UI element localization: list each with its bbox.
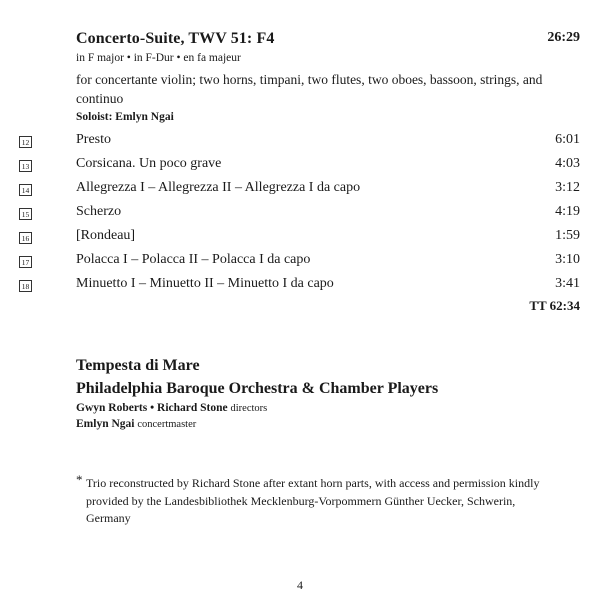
- track-number-box: 13: [19, 160, 32, 172]
- track-title: Minuetto I – Minuetto II – Minuetto I da capo: [76, 276, 334, 291]
- track-row: [0, 228, 600, 250]
- track-time: 4:19: [555, 204, 580, 219]
- track-row: [0, 132, 600, 154]
- directors: [76, 402, 267, 414]
- page-number: 4: [297, 578, 303, 592]
- directors-role: directors: [230, 403, 268, 414]
- footnote-mark: *: [76, 472, 83, 487]
- track-title: Polacca I – Polacca II – Polacca I da capo: [76, 252, 311, 267]
- track-time: 6:01: [555, 132, 580, 147]
- track-time: 3:12: [555, 180, 580, 195]
- footnote-text: Trio reconstructed by Richard Stone after extant horn parts, with access and permission kindly provided by the Landesbibliothek Mecklenburg-Vorpommern Günther Uecker, Schwerin, Germany: [86, 476, 540, 525]
- concertmaster-role: concertmaster: [137, 419, 197, 430]
- track-number-box: 16: [19, 232, 32, 244]
- concertmaster-name: Emlyn Ngai: [76, 418, 135, 430]
- track-row: [0, 156, 600, 178]
- total-time: TT 62:34: [529, 298, 580, 313]
- ensemble-name-secondary: Philadelphia Baroque Orchestra & Chamber Players: [76, 380, 439, 397]
- track-time: 1:59: [555, 228, 580, 243]
- track-time: 4:03: [555, 156, 580, 171]
- work-duration: 26:29: [547, 30, 580, 45]
- track-number-box: 15: [19, 208, 32, 220]
- track-number-box: 18: [19, 280, 32, 292]
- track-title: Presto: [76, 132, 111, 147]
- track-title: Scherzo: [76, 204, 122, 219]
- track-title: [Rondeau]: [76, 228, 136, 243]
- track-title: Allegrezza I – Allegrezza II – Allegrezza I da capo: [76, 180, 361, 195]
- track-number-box: 12: [19, 136, 32, 148]
- work-title: Concerto-Suite, TWV 51: F4: [76, 30, 275, 47]
- track-time: 3:41: [555, 276, 580, 291]
- track-time: 3:10: [555, 252, 580, 267]
- soloist: Soloist: Emlyn Ngai: [76, 111, 174, 123]
- concertmaster: [76, 418, 196, 430]
- track-row: [0, 180, 600, 202]
- key-line: in F major • in F-Dur • en fa majeur: [76, 52, 241, 64]
- instrumentation: for concertante violin; two horns, timpani, two flutes, two oboes, bassoon, strings, and continuo: [76, 72, 543, 106]
- track-number-box: 14: [19, 184, 32, 196]
- track-row: [0, 252, 600, 274]
- track-row: [0, 204, 600, 226]
- directors-names: Gwyn Roberts • Richard Stone: [76, 402, 228, 414]
- ensemble-name: Tempesta di Mare: [76, 357, 200, 374]
- track-row: [0, 276, 600, 298]
- track-number-box: 17: [19, 256, 32, 268]
- track-title: Corsicana. Un poco grave: [76, 156, 222, 171]
